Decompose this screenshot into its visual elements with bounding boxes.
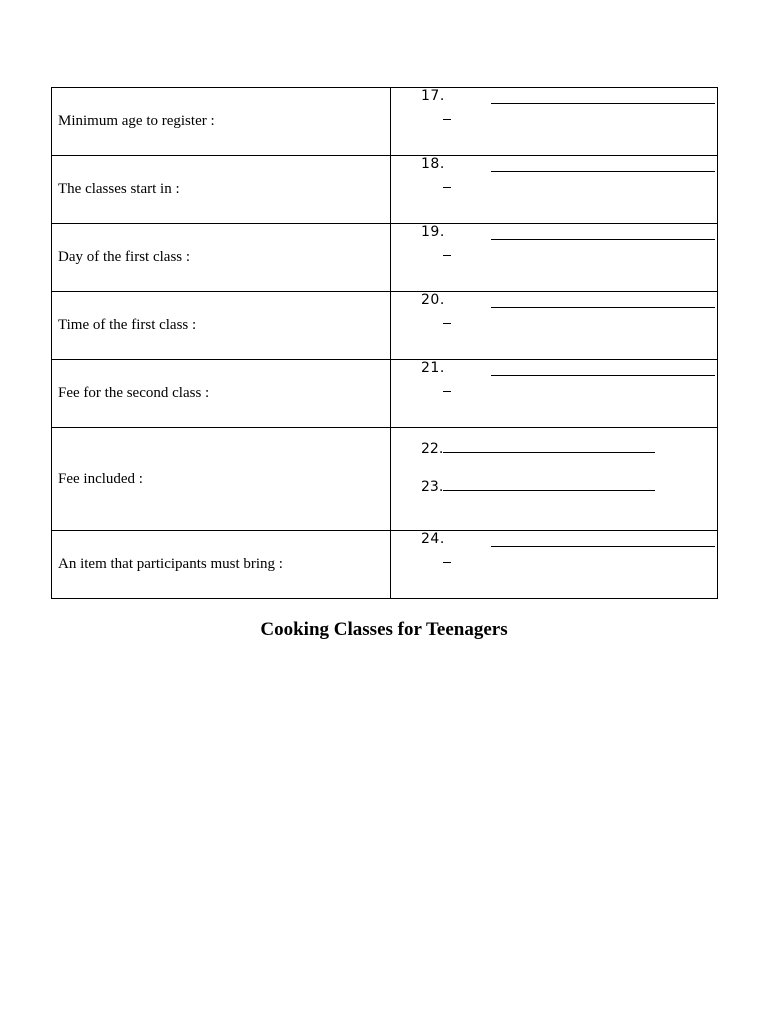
row-label: The classes start in : [52,156,391,224]
answer-cell [391,531,718,599]
answer-cell [391,428,718,531]
row-label: Day of the first class : [52,224,391,292]
question-number: 24. [421,531,445,547]
answer-blank [491,239,715,240]
answer-cell [391,292,718,360]
answer-item [421,439,655,457]
form-table [51,87,718,599]
answer-dash [443,255,451,256]
row-label: An item that participants must bring : [52,531,391,599]
answer-dash [443,391,451,392]
answer-cell [391,156,718,224]
answer-blank [443,477,655,491]
table-row [52,292,718,360]
question-number: 17. [421,88,445,104]
table-row [52,224,718,292]
answer-dash [443,187,451,188]
table-row [52,360,718,428]
answer-dash [443,119,451,120]
question-number: 19. [421,224,445,240]
answer-blank [491,307,715,308]
question-number: 23. [421,479,444,495]
answer-item [421,477,655,495]
table-row [52,531,718,599]
answer-blank [491,546,715,547]
answer-blank [491,171,715,172]
question-number: 21. [421,360,445,376]
answer-dash [443,562,451,563]
answer-blank [491,103,715,104]
table-row [52,88,718,156]
page-title: Cooking Classes for Teenagers [260,619,508,640]
question-number: 18. [421,156,445,172]
row-label: Fee included : [52,428,391,531]
answer-blank [443,439,655,453]
answer-cell [391,360,718,428]
row-label: Minimum age to register : [52,88,391,156]
row-label: Time of the first class : [52,292,391,360]
question-number: 22. [421,441,444,457]
answer-dash [443,323,451,324]
table-row [52,428,718,531]
answer-blank [491,375,715,376]
answer-cell [391,88,718,156]
table-row [52,156,718,224]
answer-cell [391,224,718,292]
row-label: Fee for the second class : [52,360,391,428]
question-number: 20. [421,292,445,308]
